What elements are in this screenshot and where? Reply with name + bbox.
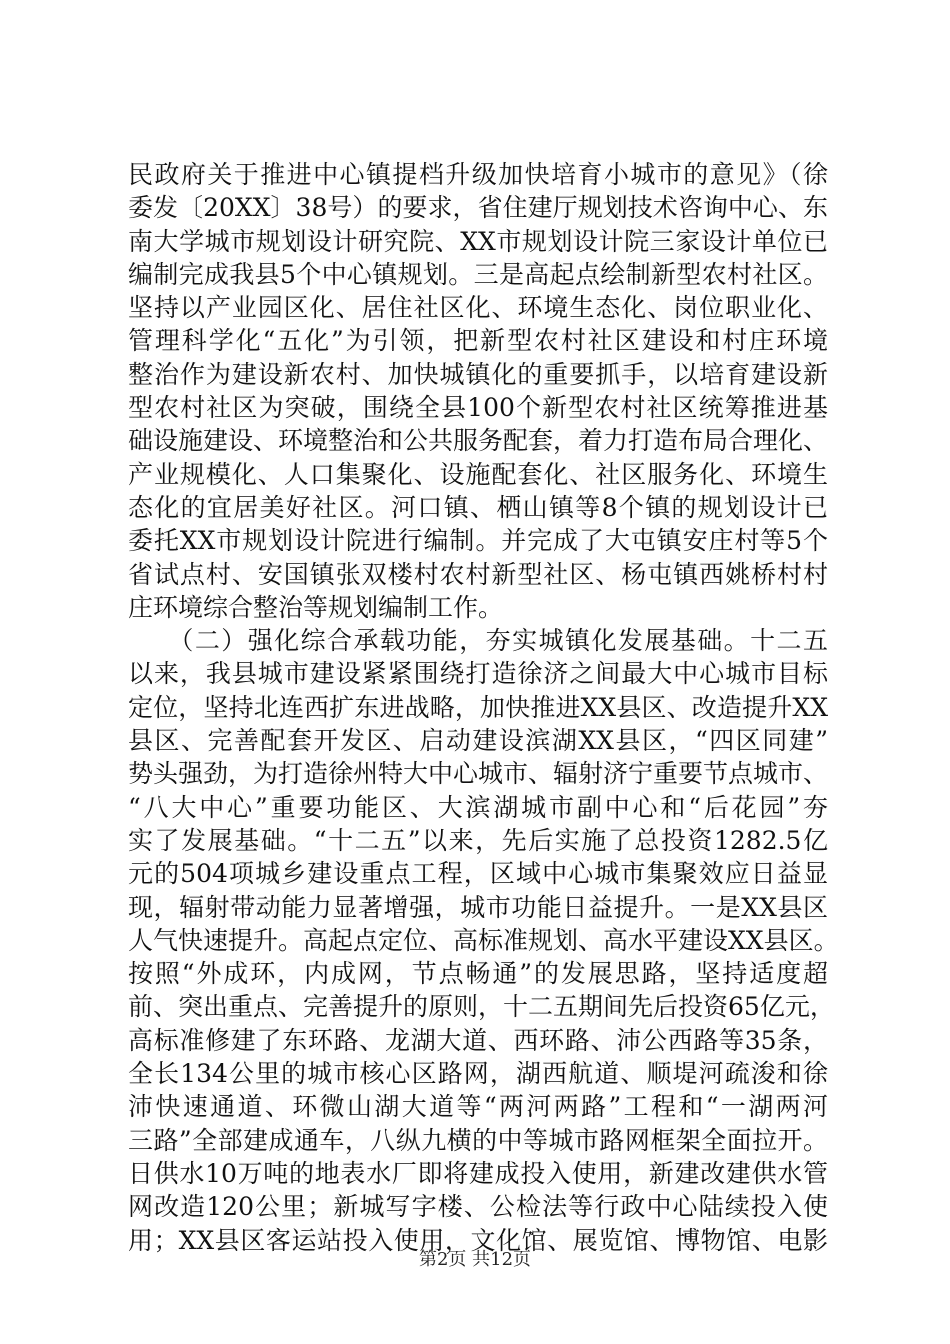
text-line: 元的504项城乡建设重点工程，区域中心城市集聚效应日益显 — [128, 859, 828, 889]
text-line: 省试点村、安国镇张双楼村农村新型社区、杨屯镇西姚桥村村 — [128, 559, 828, 589]
text-line: 三路”全部建成通车，八纵九横的中等城市路网框架全面拉开。 — [128, 1125, 828, 1155]
text-line: 势头强劲，为打造徐州特大中心城市、辐射济宁重要节点城市、 — [128, 759, 829, 789]
text-line: 沛快速通道、环微山湖大道等“两河两路”工程和“一湖两河 — [128, 1092, 828, 1122]
text-line: 委托XX市规划设计院进行编制。并完成了大屯镇安庄村等5个 — [128, 526, 828, 556]
text-line: 按照“外成环，内成网，节点畅通”的发展思路，坚持适度超 — [128, 959, 828, 989]
body-text — [128, 158, 839, 1257]
text-line: 以来，我县城市建设紧紧围绕打造徐济之间最大中心城市目标 — [128, 659, 828, 689]
text-line: 整治作为建设新农村、加快城镇化的重要抓手，以培育建设新 — [128, 359, 828, 389]
text-line: （二）强化综合承载功能，夯实城镇化发展基础。十二五 — [128, 626, 828, 656]
text-line: 现，辐射带动能力显著增强，城市功能日益提升。一是XX县区 — [128, 892, 828, 922]
text-line: 管理科学化“五化”为引领，把新型农村社区建设和村庄环境 — [128, 326, 828, 356]
text-line: 全长134公里的城市核心区路网，湖西航道、顺堤河疏浚和徐 — [128, 1059, 828, 1089]
text-line: 日供水10万吨的地表水厂即将建成投入使用，新建改建供水管 — [128, 1158, 828, 1188]
text-line: 县区、完善配套开发区、启动建设滨湖XX县区，“四区同建” — [128, 726, 828, 756]
text-line: 前、突出重点、完善提升的原则，十二五期间先后投资65亿元， — [128, 992, 835, 1022]
page-footer — [0, 1248, 950, 1272]
text-line: 委发〔20XX〕38号）的要求，省住建厅规划技术咨询中心、东 — [128, 193, 828, 223]
text-line: 坚持以产业园区化、居住社区化、环境生态化、岗位职业化、 — [128, 293, 828, 323]
text-line: “八大中心”重要功能区、大滨湖城市副中心和“后花园”夯 — [128, 792, 828, 822]
text-line: 庄环境综合整治等规划编制工作。 — [128, 592, 504, 622]
page-number-label: 第2页 共12页 — [418, 1249, 532, 1270]
text-line: 型农村社区为突破，围绕全县100个新型农村社区统筹推进基 — [128, 393, 828, 423]
text-line: 实了发展基础。“十二五”以来，先后实施了总投资1282.5亿 — [128, 825, 828, 855]
text-line: 人气快速提升。高起点定位、高标准规划、高水平建设XX县区。 — [128, 925, 839, 955]
text-line: 网改造120公里；新城写字楼、公检法等行政中心陆续投入使 — [128, 1192, 828, 1222]
text-line: 定位，坚持北连西扩东进战略，加快推进XX县区、改造提升XX — [128, 692, 828, 722]
text-line: 础设施建设、环境整治和公共服务配套，着力打造布局合理化、 — [128, 426, 829, 456]
text-line: 产业规模化、人口集聚化、设施配套化、社区服务化、环境生 — [128, 459, 828, 489]
text-line: 态化的宜居美好社区。河口镇、栖山镇等8个镇的规划设计已 — [128, 492, 828, 522]
text-line: 南大学城市规划设计研究院、XX市规划设计院三家设计单位已 — [128, 226, 828, 256]
text-line: 民政府关于推进中心镇提档升级加快培育小城市的意见》（徐 — [128, 160, 828, 189]
text-line: 用；XX县区客运站投入使用，文化馆、展览馆、博物馆、电影 — [128, 1225, 828, 1255]
text-line: 高标准修建了东环路、龙湖大道、西环路、沛公西路等35条， — [128, 1025, 828, 1055]
text-line: 编制完成我县5个中心镇规划。三是高起点绘制新型农村社区。 — [128, 259, 828, 289]
